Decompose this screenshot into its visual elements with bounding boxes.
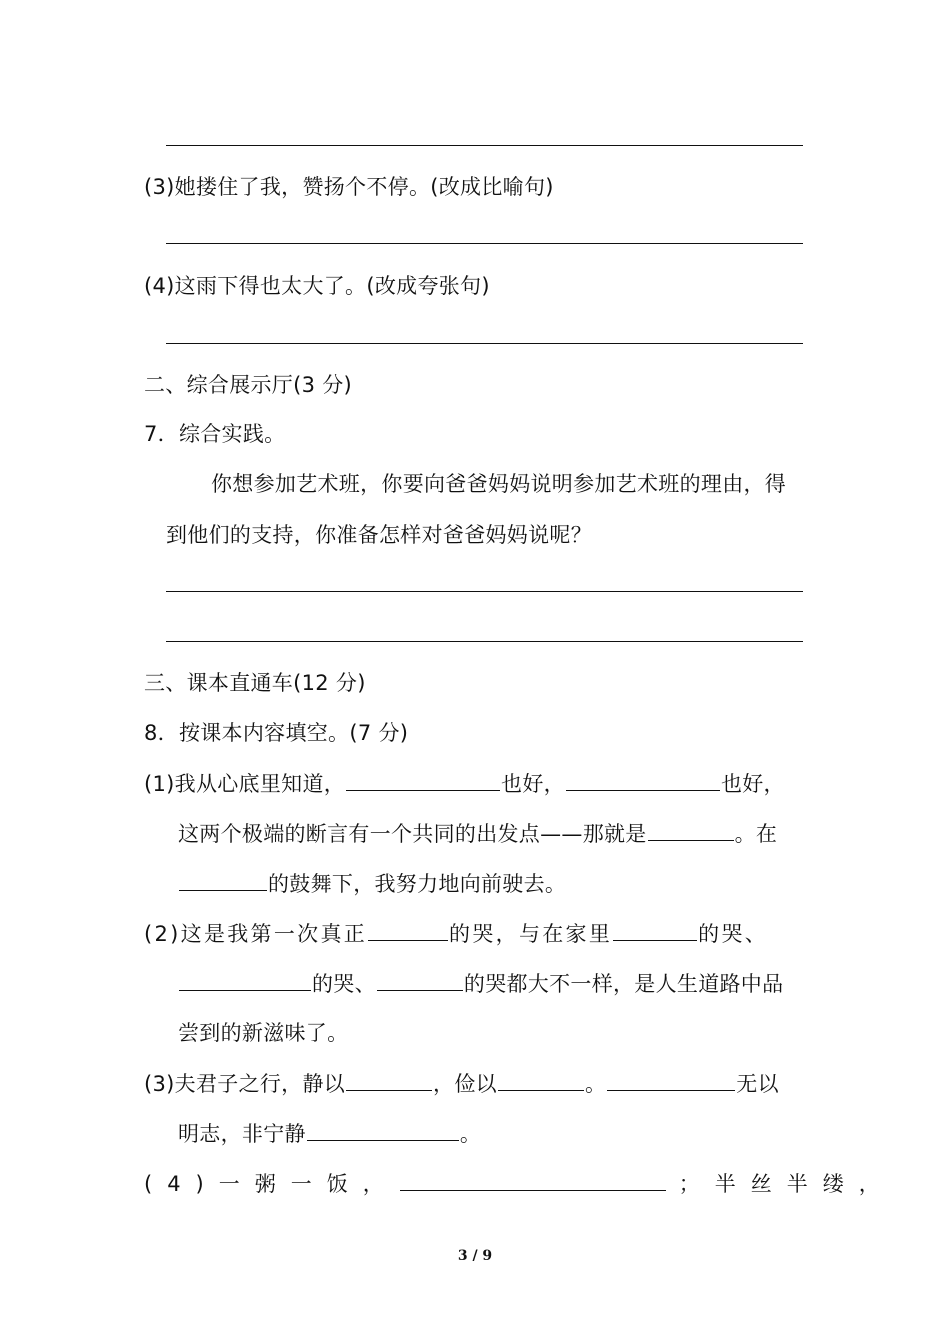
text: 也好， [501, 772, 565, 796]
q8-item1-line2 [178, 818, 777, 849]
text: (2)这是我第一次真正 [144, 922, 368, 946]
text: 的哭、 [698, 922, 769, 946]
q8-item2-line2 [178, 968, 783, 999]
fill-blank[interactable] [307, 1118, 459, 1141]
page-number: 3 / 9 [457, 1248, 493, 1264]
q8-item1-line1 [144, 768, 785, 799]
fill-blank[interactable] [346, 1068, 432, 1091]
answer-line [166, 145, 803, 146]
section-2-title: 二、综合展示厅(3 分) [144, 373, 353, 397]
q8-title: 8．按课本内容填空。(7 分) [144, 721, 409, 745]
fill-blank[interactable] [648, 818, 734, 841]
fill-blank[interactable] [498, 1068, 584, 1091]
text: 的哭，与在家里 [449, 922, 613, 946]
section-3-title: 三、课本直通车(12 分) [144, 671, 366, 695]
text: 这两个极端的断言有一个共同的出发点——那就是 [178, 822, 647, 846]
text: 。 [459, 1122, 482, 1146]
text: 无以 [736, 1072, 779, 1096]
text: ；半丝半缕， [678, 1172, 895, 1196]
q7-title: 7．综合实践。 [144, 422, 286, 446]
text: 也好， [720, 772, 785, 796]
text: 明志，非宁静 [178, 1122, 306, 1146]
answer-line [166, 243, 803, 244]
fill-blank[interactable] [607, 1068, 735, 1091]
answer-line [166, 343, 803, 344]
text: 的鼓舞下，我努力地向前驶去。 [268, 872, 567, 896]
q8-item2-line3: 尝到的新滋味了。 [178, 1021, 349, 1045]
q7-prompt-line-2: 到他们的支持，你准备怎样对爸爸妈妈说呢？ [166, 523, 592, 547]
fill-blank[interactable] [179, 868, 267, 891]
answer-line [166, 641, 803, 642]
q8-item2-line1 [144, 918, 768, 949]
text: 。 [584, 1072, 607, 1096]
q8-item3-line2 [178, 1118, 481, 1149]
text: (4)一粥一饭， [144, 1172, 399, 1196]
text: 的哭都大不一样，是人生道路中品 [463, 972, 784, 996]
text: (3)夫君子之行，静以 [144, 1072, 346, 1096]
text: (1)我从心底里知道， [144, 772, 346, 796]
answer-line [166, 591, 803, 592]
fill-blank[interactable] [566, 768, 720, 791]
fill-blank[interactable] [368, 918, 448, 941]
fill-blank[interactable] [613, 918, 697, 941]
q8-item3-line1 [144, 1068, 779, 1099]
q7-prompt-line-1: 你想参加艺术班，你要向爸爸妈妈说明参加艺术班的理由，得 [211, 472, 787, 496]
q6-item3: (3)她搂住了我，赞扬个不停。(改成比喻句) [144, 175, 554, 199]
fill-blank[interactable] [179, 968, 311, 991]
text: ，俭以 [433, 1072, 497, 1096]
fill-blank[interactable] [346, 768, 500, 791]
text: 的哭、 [312, 972, 376, 996]
fill-blank[interactable] [377, 968, 463, 991]
q8-item4-line1 [144, 1168, 895, 1199]
q8-item1-line3 [178, 868, 566, 899]
q6-item4: (4)这雨下得也太大了。(改成夸张句) [144, 274, 490, 298]
text: 。在 [734, 822, 778, 846]
fill-blank[interactable] [400, 1168, 666, 1191]
